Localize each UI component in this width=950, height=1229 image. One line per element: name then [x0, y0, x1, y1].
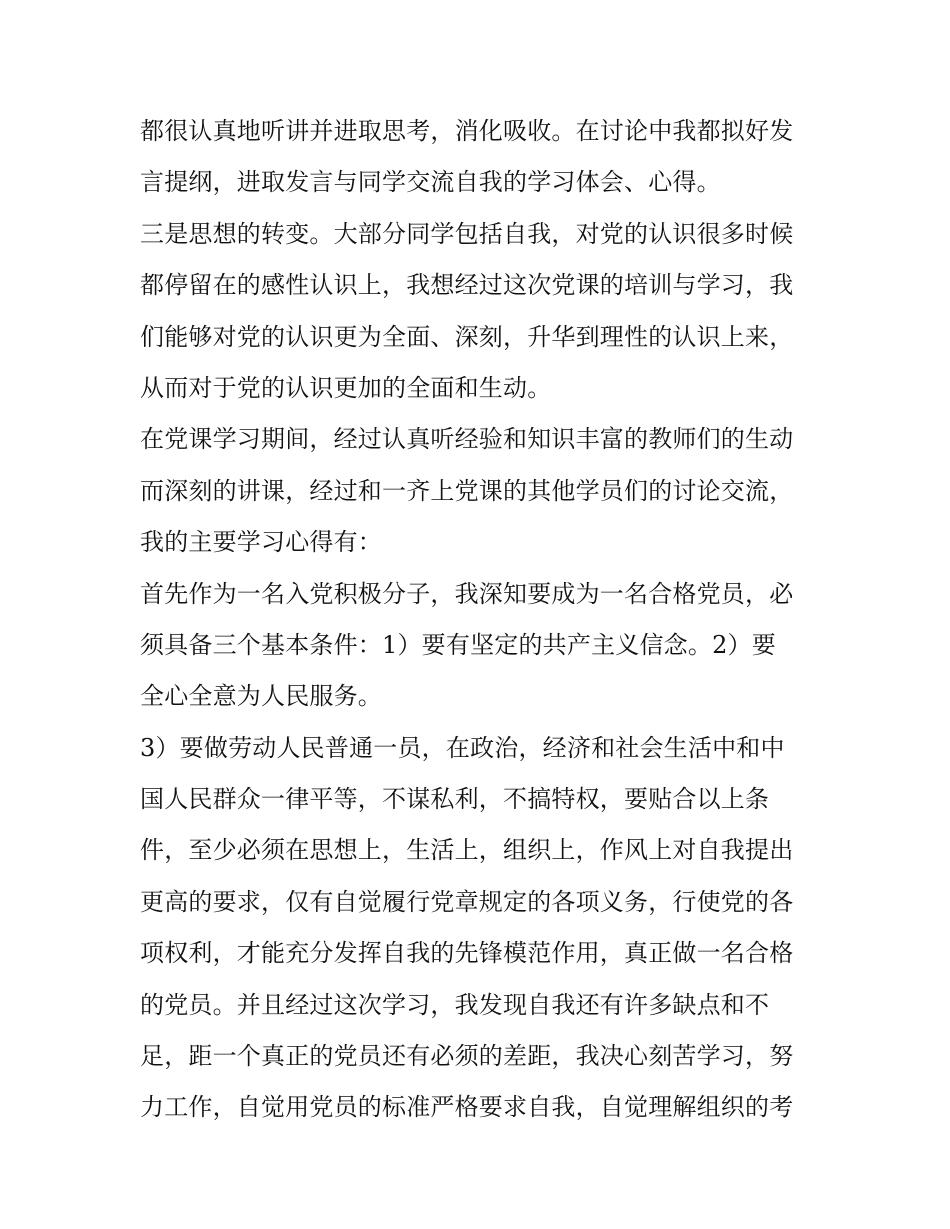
- text-line: 从而对于党的认识更加的全面和生动。: [140, 373, 552, 402]
- text-line: 项权利，才能充分发挥自我的先锋模范作用，真正做一名合格: [140, 939, 794, 968]
- text-line: 首先作为一名入党积极分子，我深知要成为一名合格党员，必: [140, 579, 794, 608]
- text-line: 国人民群众一律平等，不谋私利，不搞特权，要贴合以上条: [140, 785, 770, 814]
- text-line: 们能够对党的认识更为全面、深刻，升华到理性的认识上来，: [140, 322, 794, 351]
- text-line: 言提纲，进取发言与同学交流自我的学习体会、心得。: [140, 168, 721, 197]
- text-line: 而深刻的讲课，经过和一齐上党课的其他学员们的讨论交流，: [140, 476, 794, 505]
- text-line: 更高的要求，仅有自觉履行党章规定的各项义务，行使党的各: [140, 887, 794, 916]
- body-text: [140, 106, 820, 1134]
- text-line: 在党课学习期间，经过认真听经验和知识丰富的教师们的生动: [140, 425, 794, 454]
- text-line: 全心全意为人民服务。: [140, 682, 382, 711]
- text-line: 的党员。并且经过这次学习，我发现自我还有许多缺点和不: [140, 990, 770, 1019]
- text-line: 3）要做劳动人民普通一员，在政治，经济和社会生活中和中: [140, 733, 785, 762]
- text-line: 都停留在的感性认识上，我想经过这次党课的培训与学习，我: [140, 271, 794, 300]
- text-line: 力工作，自觉用党员的标准严格要求自我，自觉理解组织的考: [140, 1093, 794, 1122]
- text-line: 我的主要学习心得有：: [140, 528, 382, 557]
- text-line: 三是思想的转变。大部分同学包括自我，对党的认识很多时候: [140, 219, 794, 248]
- text-line: 须具备三个基本条件：1）要有坚定的共产主义信念。2）要: [140, 630, 776, 659]
- text-line: 都很认真地听讲并进取思考，消化吸收。在讨论中我都拟好发: [140, 117, 794, 145]
- text-line: 件，至少必须在思想上，生活上，组织上，作风上对自我提出: [140, 836, 794, 865]
- text-line: 足，距一个真正的党员还有必须的差距，我决心刻苦学习，努: [140, 1042, 794, 1071]
